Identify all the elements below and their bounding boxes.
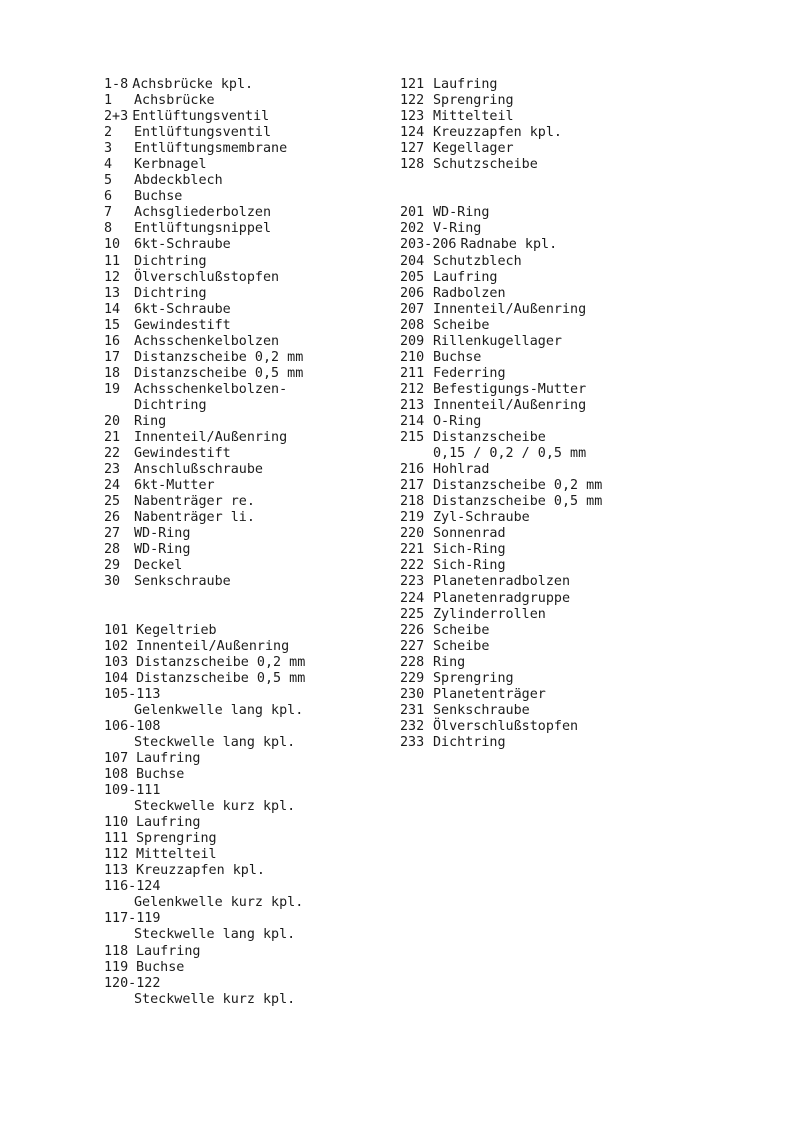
part-row bbox=[104, 815, 394, 831]
part-row bbox=[400, 205, 780, 221]
part-number: 227 bbox=[400, 638, 425, 654]
part-row bbox=[104, 141, 394, 157]
part-row bbox=[400, 270, 780, 286]
part-number: 26 bbox=[104, 510, 121, 526]
part-number: 7 bbox=[104, 205, 113, 221]
part-number: 18 bbox=[104, 365, 121, 381]
part-row bbox=[104, 93, 394, 109]
part-description: Entlüftungsventil bbox=[132, 109, 270, 125]
part-number: 118 bbox=[104, 943, 129, 959]
part-row bbox=[400, 334, 780, 350]
part-row bbox=[104, 767, 394, 783]
part-description: Achsbrücke kpl. bbox=[132, 77, 254, 92]
part-description: WD-Ring bbox=[134, 542, 191, 558]
part-description: Ölverschlußstopfen bbox=[433, 718, 579, 734]
part-row bbox=[104, 510, 394, 526]
part-description: 6kt-Schraube bbox=[134, 237, 231, 253]
part-number: 106-108 bbox=[104, 718, 161, 734]
part-description: Achsgliederbolzen bbox=[134, 205, 272, 221]
part-number: 4 bbox=[104, 157, 113, 173]
part-row bbox=[104, 526, 394, 542]
part-row bbox=[104, 302, 394, 318]
part-description: Ring bbox=[134, 413, 167, 429]
part-number: 13 bbox=[104, 285, 121, 301]
part-number: 201 bbox=[400, 205, 425, 221]
part-description: Distanzscheibe bbox=[433, 430, 546, 446]
part-number: 29 bbox=[104, 558, 121, 574]
part-row bbox=[104, 558, 394, 574]
part-number: 116-124 bbox=[104, 879, 161, 895]
part-number: 101 bbox=[104, 622, 129, 638]
part-row bbox=[104, 879, 394, 895]
part-number: 224 bbox=[400, 590, 425, 606]
part-number: 225 bbox=[400, 606, 425, 622]
part-number: 15 bbox=[104, 317, 121, 333]
part-row bbox=[400, 494, 780, 510]
part-row bbox=[104, 911, 394, 927]
part-description: V-Ring bbox=[433, 221, 482, 237]
part-number: 220 bbox=[400, 526, 425, 542]
part-description: Kreuzzapfen kpl. bbox=[433, 125, 562, 141]
part-row bbox=[104, 895, 394, 911]
part-number: 213 bbox=[400, 397, 425, 413]
part-description: Befestigungs-Mutter bbox=[433, 381, 587, 397]
part-row bbox=[400, 574, 780, 590]
part-row bbox=[104, 494, 394, 510]
part-number: 216 bbox=[400, 462, 425, 478]
part-row bbox=[104, 462, 394, 478]
part-row bbox=[400, 478, 780, 494]
part-number: 123 bbox=[400, 109, 425, 125]
part-description: Steckwelle lang kpl. bbox=[134, 734, 296, 750]
part-number: 12 bbox=[104, 269, 121, 285]
part-description: Federring bbox=[433, 365, 506, 381]
part-row bbox=[400, 542, 780, 558]
part-description: WD-Ring bbox=[134, 526, 191, 542]
part-description: Laufring bbox=[433, 269, 498, 285]
part-description: Kegellager bbox=[433, 141, 514, 157]
part-row bbox=[104, 430, 394, 446]
part-row bbox=[400, 77, 780, 93]
parts-group-axle bbox=[104, 77, 394, 591]
part-row bbox=[400, 703, 780, 719]
part-row bbox=[400, 639, 780, 655]
part-number: 128 bbox=[400, 157, 425, 173]
part-row bbox=[104, 847, 394, 863]
part-row bbox=[104, 655, 394, 671]
part-row bbox=[104, 639, 394, 655]
part-row bbox=[104, 125, 394, 141]
part-row bbox=[104, 703, 394, 719]
part-row bbox=[104, 927, 394, 943]
group-spacer bbox=[104, 591, 394, 623]
part-number: 16 bbox=[104, 333, 121, 349]
part-description: Ring bbox=[433, 654, 466, 670]
part-description: WD-Ring bbox=[433, 205, 490, 221]
part-number: 30 bbox=[104, 574, 121, 590]
part-description: Distanzscheibe 0,5 mm bbox=[136, 670, 306, 686]
part-description: Laufring bbox=[136, 943, 201, 959]
part-description: Steckwelle kurz kpl. bbox=[134, 991, 296, 1007]
part-number: 127 bbox=[400, 141, 425, 157]
part-number: 10 bbox=[104, 237, 121, 253]
part-number: 121 bbox=[400, 77, 425, 92]
part-number: 219 bbox=[400, 510, 425, 526]
part-description: Mittelteil bbox=[136, 847, 217, 863]
part-number: 120-122 bbox=[104, 975, 161, 991]
part-number: 230 bbox=[400, 686, 425, 702]
part-row bbox=[104, 446, 394, 462]
part-number: 28 bbox=[104, 542, 121, 558]
part-description: Kerbnagel bbox=[134, 157, 207, 173]
part-row bbox=[104, 157, 394, 173]
part-description: Anschlußschraube bbox=[134, 462, 263, 478]
group-spacer bbox=[400, 173, 780, 205]
part-number: 119 bbox=[104, 959, 129, 975]
part-number: 20 bbox=[104, 413, 121, 429]
part-description: Scheibe bbox=[433, 638, 490, 654]
part-description: Senkschraube bbox=[134, 574, 231, 590]
part-number: 207 bbox=[400, 301, 425, 317]
part-number: 2 bbox=[104, 125, 113, 141]
part-number: 23 bbox=[104, 462, 121, 478]
part-row bbox=[104, 478, 394, 494]
part-number: 229 bbox=[400, 670, 425, 686]
part-row bbox=[104, 799, 394, 815]
part-description: Distanzscheibe 0,5 mm bbox=[134, 365, 304, 381]
part-row bbox=[104, 286, 394, 302]
part-row bbox=[104, 719, 394, 735]
part-number: 124 bbox=[400, 125, 425, 141]
part-row bbox=[104, 542, 394, 558]
part-number: 209 bbox=[400, 333, 425, 349]
parts-list-left-column bbox=[104, 77, 394, 1008]
part-description: Gewindestift bbox=[134, 317, 231, 333]
parts-group-shaft-joint bbox=[400, 77, 780, 173]
part-row bbox=[400, 302, 780, 318]
part-description: Entlüftungsventil bbox=[134, 125, 272, 141]
part-description: Planetenradgruppe bbox=[433, 590, 571, 606]
part-number: 112 bbox=[104, 847, 129, 863]
part-number: 103 bbox=[104, 654, 129, 670]
part-row bbox=[104, 574, 394, 590]
part-row bbox=[400, 687, 780, 703]
part-row bbox=[400, 318, 780, 334]
part-row bbox=[400, 254, 780, 270]
part-description: Steckwelle kurz kpl. bbox=[134, 799, 296, 815]
part-number: 2+3 bbox=[104, 109, 129, 125]
part-number: 8 bbox=[104, 221, 113, 237]
part-number: 232 bbox=[400, 718, 425, 734]
part-number: 110 bbox=[104, 815, 129, 831]
part-number: 223 bbox=[400, 574, 425, 590]
part-row bbox=[400, 414, 780, 430]
part-row bbox=[400, 719, 780, 735]
part-row bbox=[400, 655, 780, 671]
part-number: 14 bbox=[104, 301, 121, 317]
part-number: 5 bbox=[104, 173, 113, 189]
part-description: Laufring bbox=[136, 750, 201, 766]
part-number: 210 bbox=[400, 349, 425, 365]
part-description: Buchse bbox=[433, 349, 482, 365]
part-description: Kreuzzapfen kpl. bbox=[136, 863, 265, 879]
part-number: 202 bbox=[400, 221, 425, 237]
part-row bbox=[400, 735, 780, 751]
part-number: 102 bbox=[104, 638, 129, 654]
part-row bbox=[104, 382, 394, 398]
part-description: Distanzscheibe 0,2 mm bbox=[134, 349, 304, 365]
part-description: Gewindestift bbox=[134, 446, 231, 462]
part-description: Dichtring bbox=[134, 253, 207, 269]
part-description: 6kt-Schraube bbox=[134, 301, 231, 317]
part-number: 226 bbox=[400, 622, 425, 638]
part-number: 17 bbox=[104, 349, 121, 365]
part-description: Innenteil/Außenring bbox=[433, 397, 587, 413]
part-number: 215 bbox=[400, 430, 425, 446]
part-number: 22 bbox=[104, 446, 121, 462]
part-description: Achsbrücke bbox=[134, 93, 215, 109]
part-row bbox=[104, 623, 394, 639]
part-row bbox=[400, 109, 780, 125]
part-description: Scheibe bbox=[433, 622, 490, 638]
part-description: Buchse bbox=[134, 189, 183, 205]
part-row bbox=[104, 687, 394, 703]
part-number: 217 bbox=[400, 478, 425, 494]
part-description: Laufring bbox=[433, 77, 498, 92]
part-number: 218 bbox=[400, 494, 425, 510]
part-description: Steckwelle lang kpl. bbox=[134, 927, 296, 943]
part-description: Sonnenrad bbox=[433, 526, 506, 542]
part-number: 108 bbox=[104, 767, 129, 783]
part-description: Dichtring bbox=[134, 285, 207, 301]
part-row bbox=[400, 510, 780, 526]
part-row bbox=[400, 462, 780, 478]
part-number: 1-8 bbox=[104, 77, 129, 92]
part-description: Sprengring bbox=[136, 831, 217, 847]
part-row bbox=[104, 77, 394, 93]
part-description: O-Ring bbox=[433, 413, 482, 429]
part-description: Nabenträger li. bbox=[134, 510, 255, 526]
part-row bbox=[104, 863, 394, 879]
part-description: Sprengring bbox=[433, 93, 514, 109]
part-description: Sich-Ring bbox=[433, 542, 506, 558]
part-row bbox=[104, 976, 394, 992]
part-row bbox=[104, 189, 394, 205]
part-row bbox=[400, 671, 780, 687]
part-description: Dichtring bbox=[134, 397, 207, 413]
part-number: 212 bbox=[400, 381, 425, 397]
part-row bbox=[400, 157, 780, 173]
part-description: Sich-Ring bbox=[433, 558, 506, 574]
part-description: Dichtring bbox=[433, 734, 506, 750]
part-number: 107 bbox=[104, 750, 129, 766]
part-row bbox=[400, 398, 780, 414]
part-description: Achsschenkelbolzen- bbox=[134, 381, 288, 397]
part-number: 111 bbox=[104, 831, 129, 847]
part-number: 206 bbox=[400, 285, 425, 301]
parts-group-wheel-hub bbox=[400, 205, 780, 751]
part-row bbox=[400, 591, 780, 607]
part-row bbox=[400, 446, 780, 462]
part-description: Deckel bbox=[134, 558, 183, 574]
part-number: 222 bbox=[400, 558, 425, 574]
part-row bbox=[104, 254, 394, 270]
part-row bbox=[400, 221, 780, 237]
part-description: Distanzscheibe 0,5 mm bbox=[433, 494, 603, 510]
part-number: 27 bbox=[104, 526, 121, 542]
part-row bbox=[400, 93, 780, 109]
part-number: 105-113 bbox=[104, 686, 161, 702]
part-row bbox=[104, 398, 394, 414]
part-row bbox=[400, 623, 780, 639]
part-number: 24 bbox=[104, 478, 121, 494]
part-description: Mittelteil bbox=[433, 109, 514, 125]
part-row bbox=[400, 607, 780, 623]
part-row bbox=[104, 270, 394, 286]
part-number: 221 bbox=[400, 542, 425, 558]
part-number: 205 bbox=[400, 269, 425, 285]
part-number: 104 bbox=[104, 670, 129, 686]
part-number: 233 bbox=[400, 734, 425, 750]
part-description: Buchse bbox=[136, 959, 185, 975]
part-number: 204 bbox=[400, 253, 425, 269]
part-row bbox=[104, 237, 394, 253]
part-description: Innenteil/Außenring bbox=[134, 430, 288, 446]
part-description: Entlüftungsmembrane bbox=[134, 141, 288, 157]
part-description: Buchse bbox=[136, 767, 185, 783]
part-row bbox=[104, 205, 394, 221]
part-description: Distanzscheibe 0,2 mm bbox=[136, 654, 306, 670]
part-description: 0,15 / 0,2 / 0,5 mm bbox=[433, 446, 587, 462]
part-number: 208 bbox=[400, 317, 425, 333]
part-row bbox=[104, 735, 394, 751]
part-row bbox=[104, 350, 394, 366]
part-description: Planetenträger bbox=[433, 686, 546, 702]
part-description: Gelenkwelle lang kpl. bbox=[134, 702, 304, 718]
part-number: 113 bbox=[104, 863, 129, 879]
part-row bbox=[104, 783, 394, 799]
part-row bbox=[104, 221, 394, 237]
part-number: 25 bbox=[104, 494, 121, 510]
part-number: 1 bbox=[104, 93, 113, 109]
part-description: Laufring bbox=[136, 815, 201, 831]
part-number: 19 bbox=[104, 381, 121, 397]
part-row bbox=[104, 751, 394, 767]
part-description: Radnabe kpl. bbox=[460, 237, 558, 253]
part-row bbox=[104, 173, 394, 189]
part-description: Schutzblech bbox=[433, 253, 522, 269]
part-number: 3 bbox=[104, 141, 113, 157]
part-description: Entlüftungsnippel bbox=[134, 221, 272, 237]
part-number: 21 bbox=[104, 430, 121, 446]
part-description: Rillenkugellager bbox=[433, 333, 562, 349]
part-description: Zylinderrollen bbox=[433, 606, 546, 622]
part-row bbox=[104, 671, 394, 687]
part-number: 211 bbox=[400, 365, 425, 381]
part-number: 203-206 bbox=[400, 237, 457, 253]
part-description: Planetenradbolzen bbox=[433, 574, 571, 590]
part-row bbox=[400, 141, 780, 157]
part-row bbox=[104, 414, 394, 430]
part-row bbox=[400, 430, 780, 446]
part-number: 117-119 bbox=[104, 911, 161, 927]
part-row bbox=[400, 382, 780, 398]
part-number: 122 bbox=[400, 93, 425, 109]
part-description: Schutzscheibe bbox=[433, 157, 538, 173]
part-description: 6kt-Mutter bbox=[134, 478, 215, 494]
part-number: 214 bbox=[400, 413, 425, 429]
part-row bbox=[400, 286, 780, 302]
part-description: Zyl-Schraube bbox=[433, 510, 530, 526]
part-row bbox=[400, 366, 780, 382]
part-description: Scheibe bbox=[433, 317, 490, 333]
part-number: 228 bbox=[400, 654, 425, 670]
part-row bbox=[400, 125, 780, 141]
part-row bbox=[104, 366, 394, 382]
part-number: 231 bbox=[400, 702, 425, 718]
part-row bbox=[104, 831, 394, 847]
part-description: Radbolzen bbox=[433, 285, 506, 301]
part-description: Achsschenkelbolzen bbox=[134, 333, 280, 349]
part-row bbox=[104, 960, 394, 976]
part-description: Distanzscheibe 0,2 mm bbox=[433, 478, 603, 494]
part-row bbox=[400, 558, 780, 574]
part-row bbox=[104, 944, 394, 960]
part-description: Hohlrad bbox=[433, 462, 490, 478]
part-row bbox=[400, 350, 780, 366]
parts-group-drive bbox=[104, 623, 394, 1008]
part-description: Senkschraube bbox=[433, 702, 530, 718]
part-number: 109-111 bbox=[104, 783, 161, 799]
part-description: Ölverschlußstopfen bbox=[134, 269, 280, 285]
part-row bbox=[104, 992, 394, 1008]
part-number: 6 bbox=[104, 189, 113, 205]
part-description: Kegeltrieb bbox=[136, 622, 217, 638]
part-description: Innenteil/Außenring bbox=[433, 301, 587, 317]
part-row bbox=[400, 526, 780, 542]
part-description: Sprengring bbox=[433, 670, 514, 686]
part-row bbox=[104, 334, 394, 350]
part-description: Innenteil/Außenring bbox=[136, 638, 290, 654]
part-number: 11 bbox=[104, 253, 121, 269]
part-row bbox=[104, 109, 394, 125]
parts-list-right-column bbox=[400, 77, 780, 751]
part-description: Gelenkwelle kurz kpl. bbox=[134, 895, 304, 911]
part-row bbox=[104, 318, 394, 334]
part-description: Nabenträger re. bbox=[134, 494, 255, 510]
part-row bbox=[400, 237, 780, 253]
part-description: Abdeckblech bbox=[134, 173, 223, 189]
